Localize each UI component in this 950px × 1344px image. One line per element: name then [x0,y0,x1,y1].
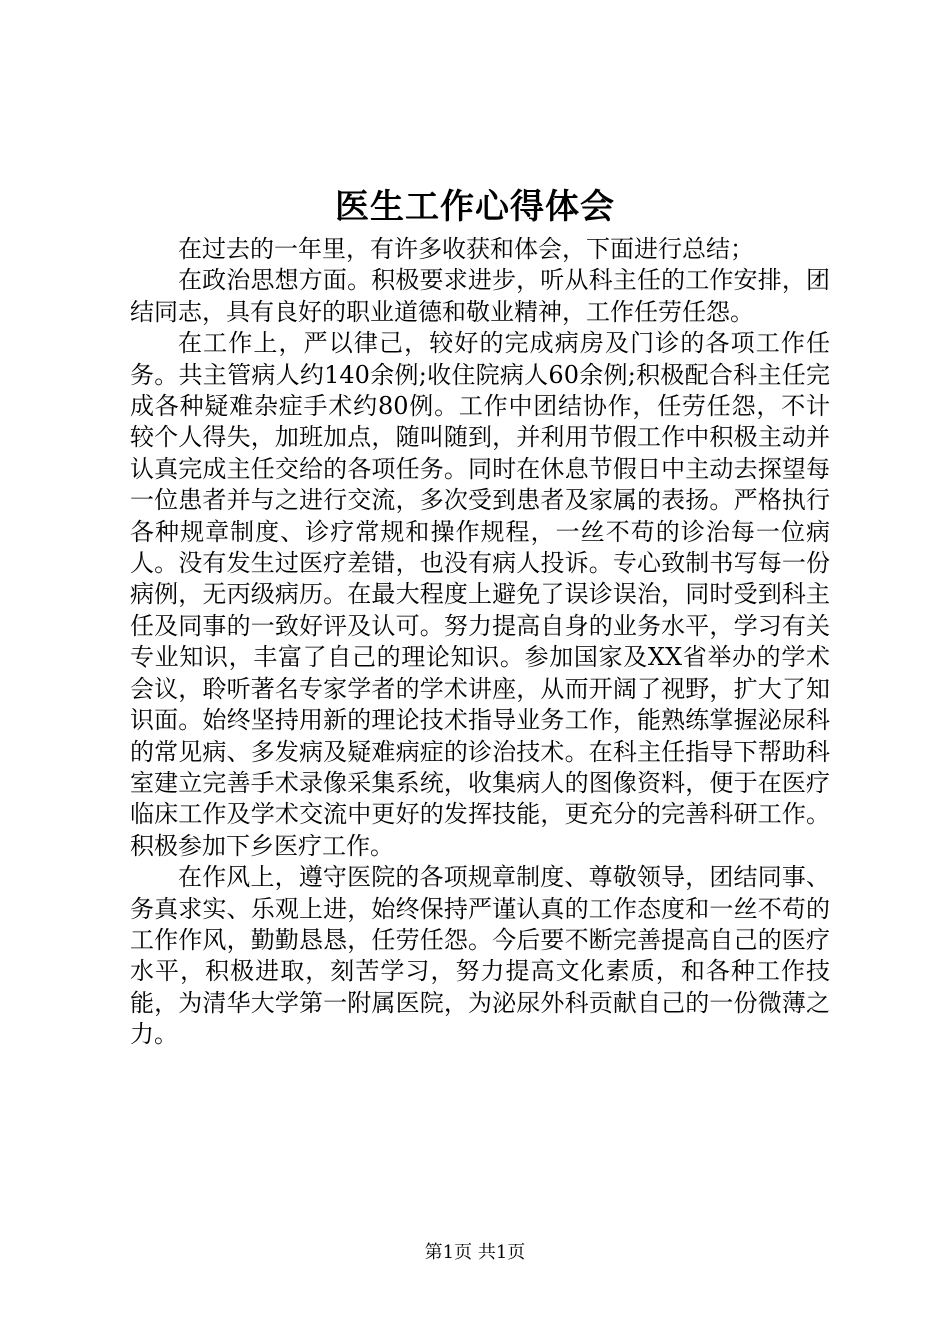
paragraph-work: 在工作上，严以律己，较好的完成病房及门诊的各项工作任务。共主管病人约140余例;收住院病人60余例;积极配合科主任完成各种疑难杂症手术约80例。工作中团结协作，任劳任怨，不计较个人得失，加班加点，随叫随到，并利用节假工作中积极主动并认真完成主任交给的各项任务。同时在休息节假日中主动去探望每一位患者并与之进行交流，多次受到患者及家属的表扬。严格执行各种规章制度、诊疗常规和操作规程，一丝不苟的诊治每一位病人。没有发生过医疗差错，也没有病人投诉。专心致制书写每一份病例，无丙级病历。在最大程度上避免了误诊误治，同时受到科主任及同事的一致好评及认可。努力提高自身的业务水平，学习有关专业知识，丰富了自己的理论知识。参加国家及XX省举办的学术会议，聆听著名专家学者的学术讲座，从而开阔了视野，扩大了知识面。始终坚持用新的理论技术指导业务工作，能熟练掌握泌尿科的常见病、多发病及疑难病症的诊治技术。在科主任指导下帮助科室建立完善手术录像采集系统，收集病人的图像资料，便于在医疗临床工作及学术交流中更好的发挥技能，更充分的完善科研工作。积极参加下乡医疗工作。 [130,329,830,860]
document-body [130,234,830,1051]
paragraph-conduct: 在作风上，遵守医院的各项规章制度、尊敬领导，团结同事、务真求实、乐观上进，始终保持严谨认真的工作态度和一丝不苟的工作作风，勤勤恳恳，任劳任怨。今后要不断完善提高自己的医疗水平，积极进取，刻苦学习，努力提高文化素质，和各种工作技能，为清华大学第一附属医院，为泌尿外科贡献自己的一份微薄之力。 [130,863,830,1049]
paragraph-intro: 在过去的一年里，有许多收获和体会，下面进行总结； [178,235,754,263]
page-footer: 第1页 共1页 [424,1242,526,1263]
paragraph-politics: 在政治思想方面。积极要求进步，听从科主任的工作安排，团结同志，具有良好的职业道德和敬业精神，工作任劳任怨。 [130,266,830,326]
document-title: 医生工作心得体会 [335,187,615,227]
